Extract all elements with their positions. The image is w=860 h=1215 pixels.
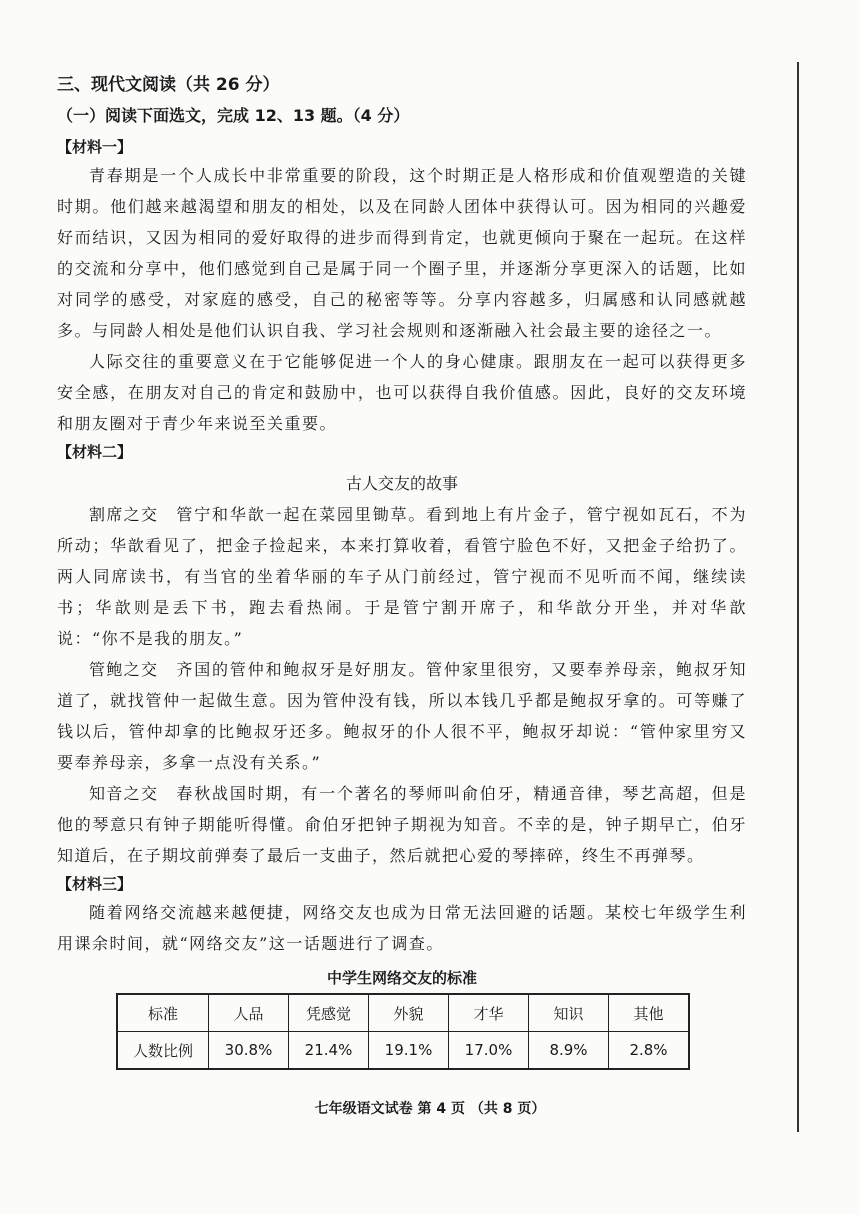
table-title: 中学生网络交友的标准 (326, 969, 477, 987)
table-row (117, 994, 689, 1032)
table-cell: 21.4% (289, 1032, 369, 1070)
story-paragraph (57, 499, 747, 654)
row-header: 人数比例 (117, 1032, 209, 1070)
table-cell: 2.8% (609, 1032, 690, 1070)
table-cell: 才华 (449, 994, 529, 1032)
story-title: 古人交友的故事 (345, 474, 458, 493)
section-title: 三、现代文阅读（共 26 分） (57, 75, 280, 95)
story-text: 管宁和华歆一起在菜园里锄草。看到地上有片金子，管宁视如瓦石，不为所动；华歆看见了，把金子捡起来，本来打算收着，看管宁脸色不好，又把金子给扔了。两人同席读书，有当官的坐着华丽的车子从门前经过，管宁视而不见听而不闻，继续读书；华歆则是丢下书，跑去看热闹。于是管宁割开席子，和华歆分开坐，并对华歆说：“你不是我的朋友。” (57, 505, 747, 648)
material-1-paragraph: 人际交往的重要意义在于它能够促进一个人的身心健康。跟朋友在一起可以获得更多安全感，在朋友对自己的肯定和鼓励中，也可以获得自我价值感。因此，良好的交友环境和朋友圈对于青少年来说至关重要。 (57, 352, 747, 433)
part-title: （一）阅读下面选文，完成 12、13 题。（4 分） (57, 106, 410, 125)
table-cell: 外貌 (369, 994, 449, 1032)
table-cell: 17.0% (449, 1032, 529, 1070)
table-cell: 30.8% (209, 1032, 289, 1070)
story-text: 齐国的管仲和鲍叔牙是好朋友。管仲家里很穷，又要奉养母亲，鲍叔牙知道了，就找管仲一起做生意。因为管仲没有钱，所以本钱几乎都是鲍叔牙拿的。可等赚了钱以后，管仲却拿的比鲍叔牙还多。鲍叔牙的仆人很不平，鲍叔牙却说：“管仲家里穷又要奉养母亲，多拿一点没有关系。” (57, 660, 747, 772)
material-2-tag: 【材料二】 (57, 443, 133, 461)
table-cell: 8.9% (529, 1032, 609, 1070)
survey-table (116, 993, 690, 1070)
table-cell: 19.1% (369, 1032, 449, 1070)
material-3-paragraph: 随着网络交流越来越便捷，网络交友也成为日常无法回避的话题。某校七年级学生利用课余时间，就“网络交友”这一话题进行了调查。 (57, 903, 747, 953)
story-text: 春秋战国时期，有一个著名的琴师叫俞伯牙，精通音律，琴艺高超，但是他的琴意只有钟子期能听得懂。俞伯牙把钟子期视为知音。不幸的是，钟子期早亡，伯牙知道后，在子期坟前弹奏了最后一支曲子，然后就把心爱的琴摔碎，终生不再弹琴。 (57, 784, 747, 865)
page-content (57, 72, 747, 1070)
material-1-tag: 【材料一】 (57, 138, 133, 156)
margin-line (797, 62, 799, 1132)
story-paragraph (57, 778, 747, 871)
table-cell: 其他 (609, 994, 690, 1032)
table-cell: 知识 (529, 994, 609, 1032)
table-row (117, 1032, 689, 1070)
story-paragraph (57, 654, 747, 778)
material-1-paragraph: 青春期是一个人成长中非常重要的阶段，这个时期正是人格形成和价值观塑造的关键时期。他们越来越渴望和朋友的相处，以及在同龄人团体中获得认可。因为相同的兴趣爱好而结识，又因为相同的爱好取得的进步而得到肯定，也就更倾向于聚在一起玩。在这样的交流和分享中，他们感觉到自己是属于同一个圈子里，并逐渐分享更深入的话题，比如对同学的感受，对家庭的感受，自己的秘密等等。分享内容越多，归属感和认同感就越多。与同龄人相处是他们认识自我、学习社会规则和逐渐融入社会最主要的途径之一。 (57, 166, 747, 340)
story-name: 割席之交 (89, 505, 159, 524)
story-name: 管鲍之交 (89, 660, 159, 679)
table-cell: 凭感觉 (289, 994, 369, 1032)
row-header: 标准 (117, 994, 209, 1032)
material-3-tag: 【材料三】 (57, 875, 133, 893)
story-name: 知音之交 (89, 784, 159, 803)
table-cell: 人品 (209, 994, 289, 1032)
page-footer: 七年级语文试卷 第 4 页 （共 8 页） (314, 1101, 546, 1117)
